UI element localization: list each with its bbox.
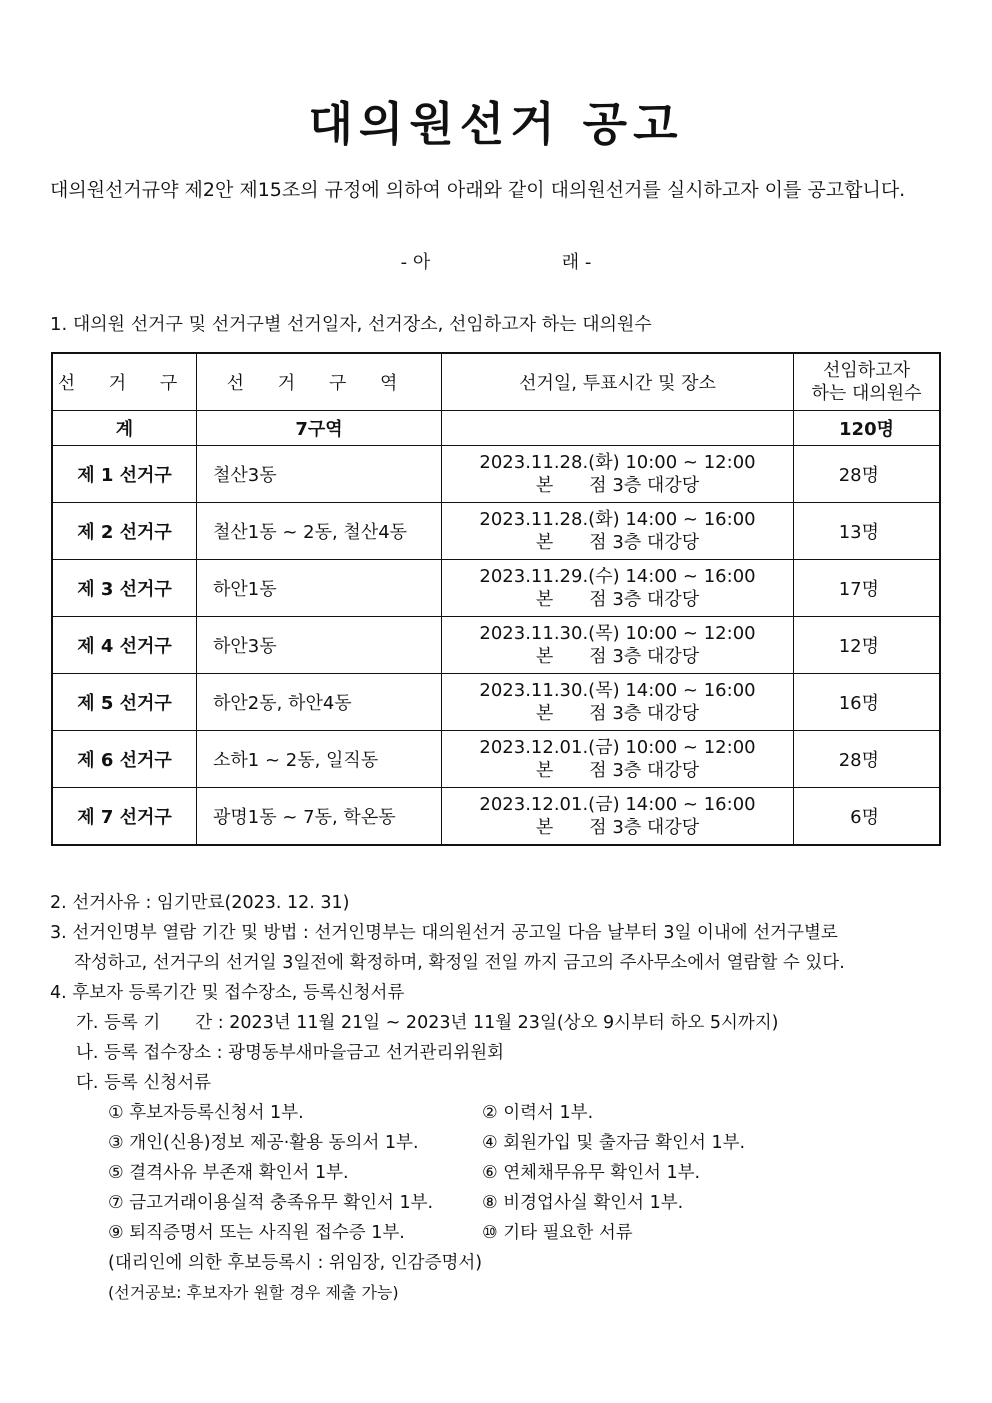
- row-district: 제 4 선거구: [52, 617, 197, 674]
- gongbo-note: (선거공보: 후보자가 원할 경우 제출 가능): [108, 1283, 399, 1302]
- row-count: 12명: [794, 617, 941, 674]
- row-date-place: [442, 446, 794, 503]
- row-district: 제 6 선거구: [52, 731, 197, 788]
- below-right: 래 -: [561, 252, 592, 273]
- table-row: [52, 731, 940, 788]
- total-label: 계: [52, 411, 197, 446]
- doc-item: ⑧ 비경업사실 확인서 1부.: [482, 1193, 684, 1213]
- row-count: 16명: [794, 674, 941, 731]
- table-row: [52, 788, 940, 846]
- row-date: 2023.11.30.(목) 14:00 ~ 16:00: [479, 680, 756, 701]
- header-date: 선거일, 투표시간 및 장소: [442, 353, 794, 411]
- row-place: 본 점 3층 대강당: [535, 646, 700, 667]
- row-place: 본 점 3층 대강당: [535, 532, 700, 553]
- table-row: [52, 617, 940, 674]
- row-date: 2023.12.01.(금) 10:00 ~ 12:00: [479, 737, 756, 758]
- below-left: - 아: [400, 252, 431, 273]
- notes-section: [50, 888, 950, 1308]
- row-place: 본 점 3층 대강당: [535, 703, 700, 724]
- proxy-text: (대리인에 의한 후보등록시 : 위임장, 인감증명서): [108, 1253, 483, 1273]
- doc-item: ① 후보자등록신청서 1부.: [108, 1103, 304, 1123]
- total-count: 120명: [794, 411, 941, 446]
- row-date: 2023.11.28.(화) 14:00 ~ 16:00: [479, 509, 756, 530]
- row-date: 2023.12.01.(금) 14:00 ~ 16:00: [479, 794, 756, 815]
- total-area: 7구역: [197, 411, 442, 446]
- note-4-c: 다. 등록 신청서류: [76, 1073, 212, 1093]
- row-place: 본 점 3층 대강당: [535, 475, 700, 496]
- row-district: 제 1 선거구: [52, 446, 197, 503]
- note-2: 2. 선거사유 : 임기만료(2023. 12. 31): [50, 893, 350, 913]
- row-area: 하안2동, 하안4동: [197, 674, 442, 731]
- row-date-place: [442, 674, 794, 731]
- intro-paragraph: 대의원선거규약 제2안 제15조의 규정에 의하여 아래와 같이 대의원선거를 실시하고자 이를 공고합니다.: [50, 179, 906, 201]
- row-count: 6명: [794, 788, 941, 846]
- row-count: 17명: [794, 560, 941, 617]
- doc-item: ② 이력서 1부.: [482, 1103, 594, 1123]
- header-area: 선 거 구 역: [197, 353, 442, 411]
- note-3-line2: 작성하고, 선거구의 선거일 3일전에 확정하며, 확정일 전일 까지 금고의 주사무소에서 열람할 수 있다.: [74, 953, 845, 973]
- doc-item: ⑩ 기타 필요한 서류: [482, 1223, 633, 1243]
- row-date-place: [442, 788, 794, 846]
- table-row: [52, 446, 940, 503]
- row-district: 제 7 선거구: [52, 788, 197, 846]
- header-count-line1: 선임하고자: [823, 360, 910, 381]
- row-area: 철산3동: [197, 446, 442, 503]
- doc-item: ⑦ 금고거래이용실적 충족유무 확인서 1부.: [108, 1193, 434, 1213]
- doc-item: ③ 개인(신용)정보 제공·활용 동의서 1부.: [108, 1133, 419, 1153]
- proxy-note: [50, 1248, 950, 1278]
- row-count: 28명: [794, 731, 941, 788]
- note-4-b: 나. 등록 접수장소 : 광명동부새마을금고 선거관리위원회: [76, 1043, 505, 1063]
- table-row: [52, 560, 940, 617]
- row-place: 본 점 3층 대강당: [535, 760, 700, 781]
- note-3-line1: 3. 선거인명부 열람 기간 및 방법 : 선거인명부는 대의원선거 공고일 다음 날부터 3일 이내에 선거구별로: [50, 923, 838, 943]
- table-total-row: [52, 411, 940, 446]
- row-count: 13명: [794, 503, 941, 560]
- row-area: 광명1동 ~ 7동, 학온동: [197, 788, 442, 846]
- note-4: 4. 후보자 등록기간 및 접수장소, 등록신청서류: [50, 983, 405, 1003]
- row-area: 철산1동 ~ 2동, 철산4동: [197, 503, 442, 560]
- table-row: [52, 674, 940, 731]
- doc-item: ⑥ 연체채무유무 확인서 1부.: [482, 1163, 701, 1183]
- header-count: [794, 353, 941, 411]
- row-date: 2023.11.29.(수) 14:00 ~ 16:00: [479, 566, 756, 587]
- election-table: [51, 352, 941, 846]
- doc-row: [50, 1188, 950, 1218]
- doc-row: [50, 1158, 950, 1188]
- page-title: 대의원선거 공고: [308, 97, 684, 151]
- table-row: [52, 503, 940, 560]
- section-1-heading: 1. 대의원 선거구 및 선거구별 선거일자, 선거장소, 선임하고자 하는 대의원수: [50, 314, 652, 335]
- below-marker: [0, 248, 992, 274]
- table-header-row: [52, 353, 940, 411]
- header-count-line2: 하는 대의원수: [811, 383, 922, 404]
- row-date-place: [442, 731, 794, 788]
- doc-row: [50, 1128, 950, 1158]
- row-count: 28명: [794, 446, 941, 503]
- row-date-place: [442, 503, 794, 560]
- doc-item: ⑨ 퇴직증명서 또는 사직원 접수증 1부.: [108, 1223, 405, 1243]
- row-place: 본 점 3층 대강당: [535, 589, 700, 610]
- row-district: 제 5 선거구: [52, 674, 197, 731]
- doc-row: [50, 1098, 950, 1128]
- row-area: 하안1동: [197, 560, 442, 617]
- row-date-place: [442, 617, 794, 674]
- row-date: 2023.11.30.(목) 10:00 ~ 12:00: [479, 623, 756, 644]
- row-district: 제 2 선거구: [52, 503, 197, 560]
- total-date: [442, 411, 794, 446]
- note-4-a: 가. 등록 기 간 : 2023년 11월 21일 ~ 2023년 11월 23일(상오 9시부터 하오 5시까지): [76, 1013, 779, 1033]
- row-date-place: [442, 560, 794, 617]
- row-area: 소하1 ~ 2동, 일직동: [197, 731, 442, 788]
- doc-row: [50, 1218, 950, 1248]
- row-area: 하안3동: [197, 617, 442, 674]
- doc-item: ④ 회원가입 및 출자금 확인서 1부.: [482, 1133, 746, 1153]
- row-place: 본 점 3층 대강당: [535, 817, 700, 838]
- doc-item: ⑤ 결격사유 부존재 확인서 1부.: [108, 1163, 349, 1183]
- row-date: 2023.11.28.(화) 10:00 ~ 12:00: [479, 452, 756, 473]
- header-district: 선 거 구: [52, 353, 197, 411]
- row-district: 제 3 선거구: [52, 560, 197, 617]
